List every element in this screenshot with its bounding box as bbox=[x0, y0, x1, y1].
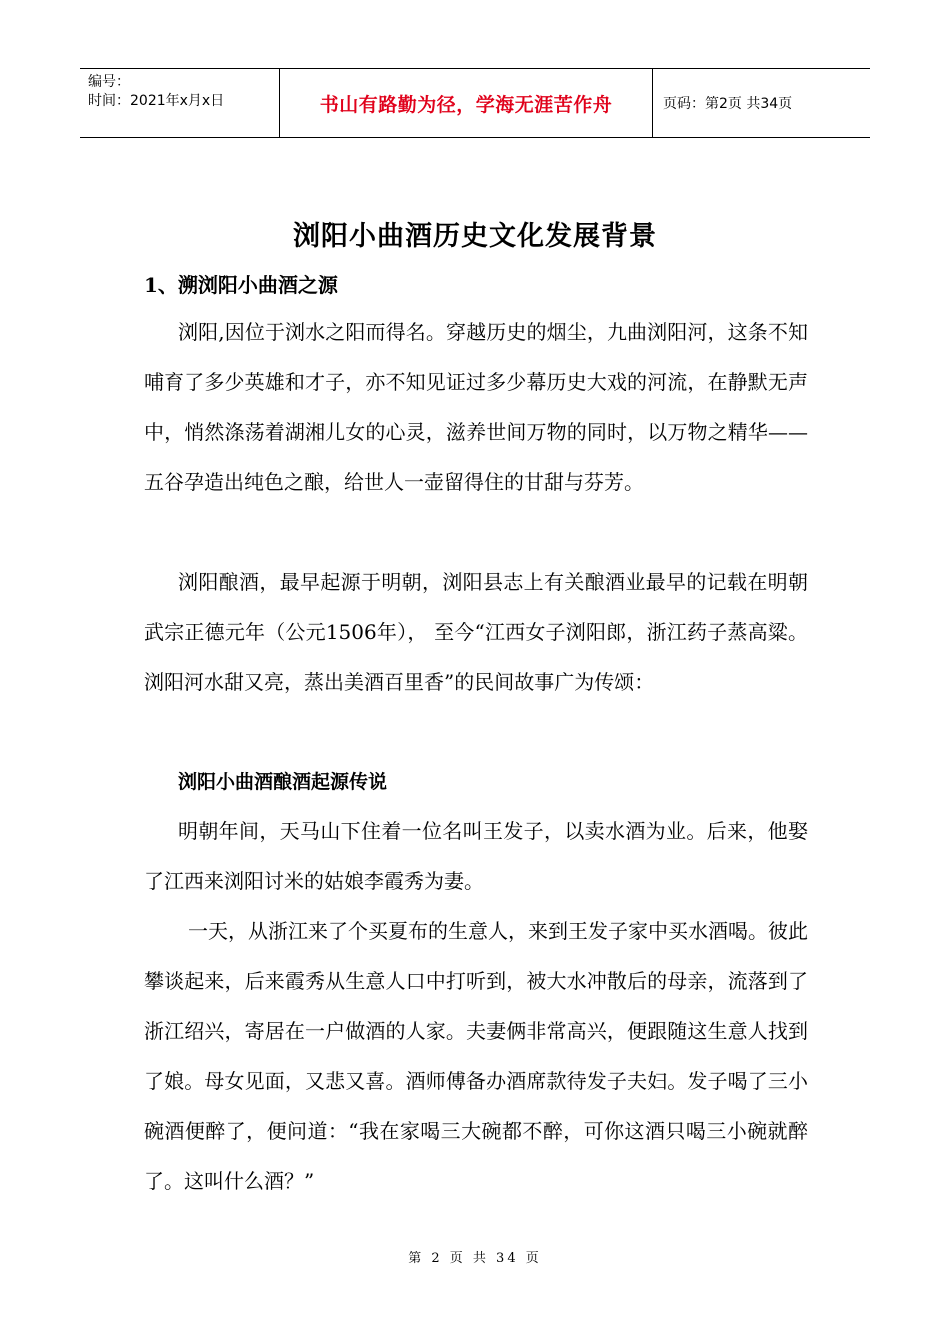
document-title: 浏阳小曲酒历史文化发展背景 bbox=[293, 221, 657, 252]
number-label: 编号： bbox=[88, 74, 130, 90]
document-header bbox=[80, 68, 870, 138]
page-footer: 第 2 页 共 34 页 bbox=[408, 1251, 542, 1266]
section-heading: 1、溯浏阳小曲酒之源 bbox=[144, 273, 338, 297]
header-meta bbox=[80, 69, 280, 137]
paragraph: 浏阳酿酒，最早起源于明朝，浏阳县志上有关酿酒业最早的记载在明朝武宗正德元年（公元1506年）， 至今“江西女子浏阳郎，浙江药子蒸高粱。浏阳河水甜又亮，蒸出美酒百里香”的民间故事广为传颂： bbox=[144, 570, 808, 694]
paragraph: 明朝年间，天马山下住着一位名叫王发子，以卖水酒为业。后来，他娶了江西来浏阳讨米的姑娘李霞秀为妻。 bbox=[144, 819, 808, 893]
paragraph: 一天，从浙江来了个买夏布的生意人，来到王发子家中买水酒喝。彼此攀谈起来，后来霞秀从生意人口中打听到，被大水冲散后的母亲，流落到了浙江绍兴，寄居在一户做酒的人家。夫妻俩非常高兴，便跟随这生意人找到了娘。母女见面，又悲又喜。酒师傅备办酒席款待发子夫妇。发子喝了三小碗酒便醉了，便问道：“我在家喝三大碗都不醉，可你这酒只喝三小碗就醉了。这叫什么酒？” bbox=[144, 919, 808, 1193]
paragraph: 浏阳,因位于浏水之阳而得名。穿越历史的烟尘，九曲浏阳河，这条不知哺育了多少英雄和才子，亦不知见证过多少幕历史大戏的河流，在静默无声中，悄然涤荡着湖湘儿女的心灵，滋养世间万物的同时，以万物之精华——五谷孕造出纯色之酿，给世人一壶留得住的甘甜与芬芳。 bbox=[144, 320, 808, 494]
time-label: 时间：2021年x月x日 bbox=[88, 93, 225, 109]
header-page-info: 页码：第2页 共34页 bbox=[663, 96, 793, 112]
subsection-heading: 浏阳小曲酒酿酒起源传说 bbox=[178, 771, 388, 793]
header-motto: 书山有路勤为径，学海无涯苦作舟 bbox=[280, 69, 653, 137]
